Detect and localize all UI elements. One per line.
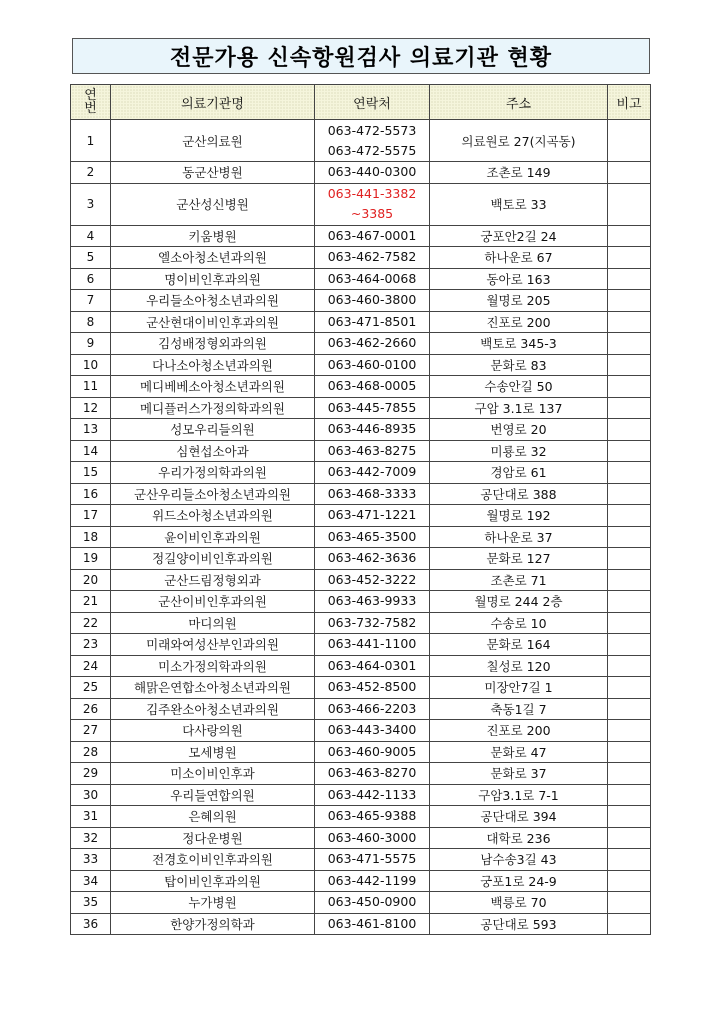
row-number: 22 (71, 612, 111, 634)
clinic-table (70, 84, 651, 935)
clinic-address: 대학로 236 (430, 827, 608, 849)
table-row (71, 569, 651, 591)
phone-line: 063-472-5573 (327, 122, 417, 138)
row-number: 3 (71, 183, 111, 225)
clinic-name: 성모우리들의원 (111, 419, 315, 441)
row-number: 16 (71, 483, 111, 505)
phone-line: 063-463-9933 (327, 593, 417, 609)
table-row (71, 311, 651, 333)
row-number: 20 (71, 569, 111, 591)
table-row (71, 763, 651, 785)
clinic-note (608, 806, 651, 828)
row-number: 8 (71, 311, 111, 333)
clinic-name: 미소가정의학과의원 (111, 655, 315, 677)
clinic-phone (315, 591, 430, 613)
clinic-note (608, 397, 651, 419)
phone-line: 063-452-3222 (327, 571, 417, 587)
table-row (71, 526, 651, 548)
row-number: 10 (71, 354, 111, 376)
row-number: 6 (71, 268, 111, 290)
table-body (71, 120, 651, 935)
phone-line: 063-732-7582 (327, 614, 417, 630)
clinic-phone (315, 162, 430, 184)
table-row (71, 225, 651, 247)
clinic-phone (315, 440, 430, 462)
clinic-note (608, 634, 651, 656)
table-row (71, 376, 651, 398)
table-row (71, 548, 651, 570)
clinic-note (608, 612, 651, 634)
phone-line: 063-460-3800 (327, 292, 417, 308)
clinic-note (608, 419, 651, 441)
phone-line: 063-460-0100 (327, 356, 417, 372)
phone-line-2: 063-472-5575 (327, 142, 417, 158)
clinic-note (608, 376, 651, 398)
clinic-note (608, 526, 651, 548)
clinic-phone (315, 913, 430, 935)
clinic-name: 군산이비인후과의원 (111, 591, 315, 613)
phone-line: 063-466-2203 (327, 700, 417, 716)
table-row (71, 634, 651, 656)
clinic-name: 다사랑의원 (111, 720, 315, 742)
clinic-address: 공단대로 388 (430, 483, 608, 505)
clinic-phone (315, 612, 430, 634)
row-number: 34 (71, 870, 111, 892)
clinic-note (608, 268, 651, 290)
clinic-phone (315, 569, 430, 591)
row-number: 29 (71, 763, 111, 785)
table-header-row (71, 85, 651, 120)
clinic-note (608, 462, 651, 484)
clinic-address: 구암3.1로 7-1 (430, 784, 608, 806)
phone-line: 063-442-1133 (327, 786, 417, 802)
table-row (71, 720, 651, 742)
clinic-address: 의료원로 27(지곡동) (430, 120, 608, 162)
phone-line: 063-443-3400 (327, 722, 417, 738)
clinic-note (608, 569, 651, 591)
table-row (71, 677, 651, 699)
table-row (71, 162, 651, 184)
row-number: 7 (71, 290, 111, 312)
clinic-phone (315, 677, 430, 699)
clinic-name: 메디베베소아청소년과의원 (111, 376, 315, 398)
clinic-name: 모세병원 (111, 741, 315, 763)
row-number: 31 (71, 806, 111, 828)
header-no (71, 85, 111, 120)
clinic-phone (315, 526, 430, 548)
phone-line: 063-440-0300 (327, 164, 417, 180)
table-row (71, 333, 651, 355)
row-number: 18 (71, 526, 111, 548)
clinic-name: 미래와여성산부인과의원 (111, 634, 315, 656)
clinic-name: 동군산병원 (111, 162, 315, 184)
clinic-name: 군산의료원 (111, 120, 315, 162)
table-row (71, 655, 651, 677)
clinic-address: 진포로 200 (430, 311, 608, 333)
clinic-phone (315, 505, 430, 527)
clinic-note (608, 162, 651, 184)
clinic-name: 한양가정의학과 (111, 913, 315, 935)
clinic-name: 우리가정의학과의원 (111, 462, 315, 484)
clinic-address: 하나운로 67 (430, 247, 608, 269)
clinic-name: 군산현대이비인후과의원 (111, 311, 315, 333)
row-number: 32 (71, 827, 111, 849)
clinic-address: 문화로 164 (430, 634, 608, 656)
phone-line: 063-471-8501 (327, 313, 417, 329)
row-number: 23 (71, 634, 111, 656)
clinic-address: 공단대로 593 (430, 913, 608, 935)
clinic-address: 백토로 345-3 (430, 333, 608, 355)
table-row (71, 419, 651, 441)
phone-line: 063-462-7582 (327, 249, 417, 265)
clinic-phone (315, 462, 430, 484)
clinic-name: 윤이비인후과의원 (111, 526, 315, 548)
phone-line: 063-445-7855 (327, 399, 417, 415)
clinic-address: 문화로 47 (430, 741, 608, 763)
clinic-name: 군산드림정형외과 (111, 569, 315, 591)
table-row (71, 827, 651, 849)
clinic-address: 문화로 37 (430, 763, 608, 785)
clinic-phone (315, 290, 430, 312)
clinic-note (608, 677, 651, 699)
row-number: 30 (71, 784, 111, 806)
phone-line: 063-462-3636 (327, 550, 417, 566)
clinic-phone (315, 784, 430, 806)
clinic-address: 월명로 205 (430, 290, 608, 312)
clinic-note (608, 505, 651, 527)
clinic-note (608, 183, 651, 225)
clinic-phone (315, 849, 430, 871)
row-number: 21 (71, 591, 111, 613)
clinic-name: 탑이비인후과의원 (111, 870, 315, 892)
table-row (71, 849, 651, 871)
clinic-name: 명이비인후과의원 (111, 268, 315, 290)
clinic-address: 경암로 61 (430, 462, 608, 484)
phone-line: 063-468-3333 (327, 485, 417, 501)
clinic-note (608, 440, 651, 462)
clinic-name: 정다운병원 (111, 827, 315, 849)
header-phone: 연락처 (315, 85, 430, 120)
phone-line: 063-468-0005 (327, 378, 417, 394)
clinic-name: 김성배정형외과의원 (111, 333, 315, 355)
clinic-note (608, 784, 651, 806)
page-title: 전문가용 신속항원검사 의료기관 현황 (72, 38, 650, 74)
header-name: 의료기관명 (111, 85, 315, 120)
table-row (71, 440, 651, 462)
phone-line: 063-452-8500 (327, 679, 417, 695)
phone-line: 063-441-1100 (327, 636, 417, 652)
clinic-note (608, 591, 651, 613)
row-number: 19 (71, 548, 111, 570)
phone-line: 063-464-0301 (327, 657, 417, 673)
clinic-address: 조촌로 149 (430, 162, 608, 184)
clinic-note (608, 483, 651, 505)
clinic-note (608, 225, 651, 247)
clinic-address: 수송안길 50 (430, 376, 608, 398)
phone-line: 063-464-0068 (327, 270, 417, 286)
clinic-name: 정길양이비인후과의원 (111, 548, 315, 570)
row-number: 36 (71, 913, 111, 935)
clinic-address: 공단대로 394 (430, 806, 608, 828)
table-row (71, 913, 651, 935)
header-no-line1: 연 (84, 88, 97, 103)
clinic-name: 우리들연합의원 (111, 784, 315, 806)
phone-line: 063-462-2660 (327, 335, 417, 351)
clinic-address: 축동1길 7 (430, 698, 608, 720)
header-no-line2: 번 (84, 101, 97, 116)
clinic-note (608, 290, 651, 312)
clinic-phone (315, 892, 430, 914)
row-number: 9 (71, 333, 111, 355)
clinic-phone (315, 311, 430, 333)
phone-line: 063-446-8935 (327, 421, 417, 437)
phone-line: 063-463-8270 (327, 765, 417, 781)
header-note: 비고 (608, 85, 651, 120)
clinic-address: 구암 3.1로 137 (430, 397, 608, 419)
phone-line: 063-442-1199 (327, 872, 417, 888)
clinic-phone (315, 354, 430, 376)
clinic-address: 문화로 127 (430, 548, 608, 570)
clinic-phone (315, 376, 430, 398)
table-row (71, 183, 651, 225)
clinic-name: 마디의원 (111, 612, 315, 634)
clinic-phone (315, 634, 430, 656)
clinic-name: 다나소아청소년과의원 (111, 354, 315, 376)
clinic-note (608, 655, 651, 677)
table-row (71, 397, 651, 419)
clinic-note (608, 698, 651, 720)
table-row (71, 591, 651, 613)
clinic-phone (315, 827, 430, 849)
phone-line-2: ~3385 (350, 206, 394, 221)
phone-line: 063-441-3382 (327, 186, 417, 201)
clinic-phone (315, 419, 430, 441)
clinic-note (608, 741, 651, 763)
clinic-note (608, 827, 651, 849)
clinic-note (608, 913, 651, 935)
table-row (71, 870, 651, 892)
clinic-address: 미룡로 32 (430, 440, 608, 462)
table-row (71, 892, 651, 914)
clinic-phone (315, 397, 430, 419)
clinic-address: 진포로 200 (430, 720, 608, 742)
row-number: 12 (71, 397, 111, 419)
phone-line: 063-465-3500 (327, 528, 417, 544)
phone-line: 063-450-0900 (327, 894, 417, 910)
clinic-name: 위드소아청소년과의원 (111, 505, 315, 527)
table-row (71, 698, 651, 720)
clinic-phone (315, 120, 430, 162)
clinic-phone (315, 247, 430, 269)
phone-line: 063-471-1221 (327, 507, 417, 523)
clinic-address: 하나운로 37 (430, 526, 608, 548)
clinic-name: 김주완소아청소년과의원 (111, 698, 315, 720)
clinic-note (608, 763, 651, 785)
clinic-note (608, 311, 651, 333)
clinic-phone (315, 483, 430, 505)
phone-line: 063-465-9388 (327, 808, 417, 824)
clinic-name: 전경호이비인후과의원 (111, 849, 315, 871)
clinic-address: 문화로 83 (430, 354, 608, 376)
clinic-address: 월명로 192 (430, 505, 608, 527)
clinic-note (608, 849, 651, 871)
clinic-address: 남수송3길 43 (430, 849, 608, 871)
clinic-name: 엘소아청소년과의원 (111, 247, 315, 269)
clinic-phone (315, 870, 430, 892)
clinic-address: 월명로 244 2층 (430, 591, 608, 613)
header-address: 주소 (430, 85, 608, 120)
table-row (71, 505, 651, 527)
table-row (71, 806, 651, 828)
row-number: 25 (71, 677, 111, 699)
clinic-note (608, 333, 651, 355)
clinic-phone (315, 333, 430, 355)
phone-line: 063-471-5575 (327, 851, 417, 867)
phone-line: 063-442-7009 (327, 464, 417, 480)
phone-line: 063-467-0001 (327, 227, 417, 243)
row-number: 4 (71, 225, 111, 247)
clinic-phone (315, 741, 430, 763)
clinic-phone (315, 225, 430, 247)
table-row (71, 462, 651, 484)
clinic-note (608, 548, 651, 570)
clinic-note (608, 870, 651, 892)
clinic-phone (315, 763, 430, 785)
clinic-note (608, 892, 651, 914)
table-row (71, 784, 651, 806)
clinic-address: 미장안7길 1 (430, 677, 608, 699)
phone-line: 063-460-3000 (327, 829, 417, 845)
phone-line: 063-460-9005 (327, 743, 417, 759)
phone-line: 063-461-8100 (327, 915, 417, 931)
table-row (71, 741, 651, 763)
clinic-name: 해맑은연합소아청소년과의원 (111, 677, 315, 699)
table-row (71, 483, 651, 505)
row-number: 11 (71, 376, 111, 398)
clinic-name: 우리들소아청소년과의원 (111, 290, 315, 312)
row-number: 35 (71, 892, 111, 914)
phone-line: 063-463-8275 (327, 442, 417, 458)
clinic-phone (315, 806, 430, 828)
clinic-phone (315, 655, 430, 677)
clinic-address: 궁포1로 24-9 (430, 870, 608, 892)
clinic-address: 백토로 33 (430, 183, 608, 225)
row-number: 2 (71, 162, 111, 184)
table-row (71, 268, 651, 290)
row-number: 5 (71, 247, 111, 269)
row-number: 28 (71, 741, 111, 763)
clinic-note (608, 720, 651, 742)
table-row (71, 290, 651, 312)
row-number: 33 (71, 849, 111, 871)
clinic-address: 조촌로 71 (430, 569, 608, 591)
row-number: 15 (71, 462, 111, 484)
clinic-name: 미소이비인후과 (111, 763, 315, 785)
row-number: 26 (71, 698, 111, 720)
clinic-address: 궁포안2길 24 (430, 225, 608, 247)
clinic-name: 은혜의원 (111, 806, 315, 828)
table-row (71, 120, 651, 162)
clinic-address: 칠성로 120 (430, 655, 608, 677)
clinic-name: 키움병원 (111, 225, 315, 247)
clinic-phone (315, 720, 430, 742)
clinic-name: 누가병원 (111, 892, 315, 914)
clinic-name: 메디플러스가정의학과의원 (111, 397, 315, 419)
clinic-address: 번영로 20 (430, 419, 608, 441)
row-number: 13 (71, 419, 111, 441)
clinic-phone (315, 268, 430, 290)
clinic-name: 심현섭소아과 (111, 440, 315, 462)
clinic-phone (315, 698, 430, 720)
clinic-note (608, 120, 651, 162)
clinic-address: 수송로 10 (430, 612, 608, 634)
clinic-note (608, 247, 651, 269)
clinic-address: 백릉로 70 (430, 892, 608, 914)
row-number: 1 (71, 120, 111, 162)
clinic-name: 군산우리들소아청소년과의원 (111, 483, 315, 505)
clinic-address: 동아로 163 (430, 268, 608, 290)
table-row (71, 612, 651, 634)
row-number: 14 (71, 440, 111, 462)
table-row (71, 247, 651, 269)
clinic-phone (315, 548, 430, 570)
clinic-note (608, 354, 651, 376)
clinic-phone (315, 183, 430, 225)
row-number: 24 (71, 655, 111, 677)
row-number: 27 (71, 720, 111, 742)
table-row (71, 354, 651, 376)
row-number: 17 (71, 505, 111, 527)
clinic-name: 군산성신병원 (111, 183, 315, 225)
